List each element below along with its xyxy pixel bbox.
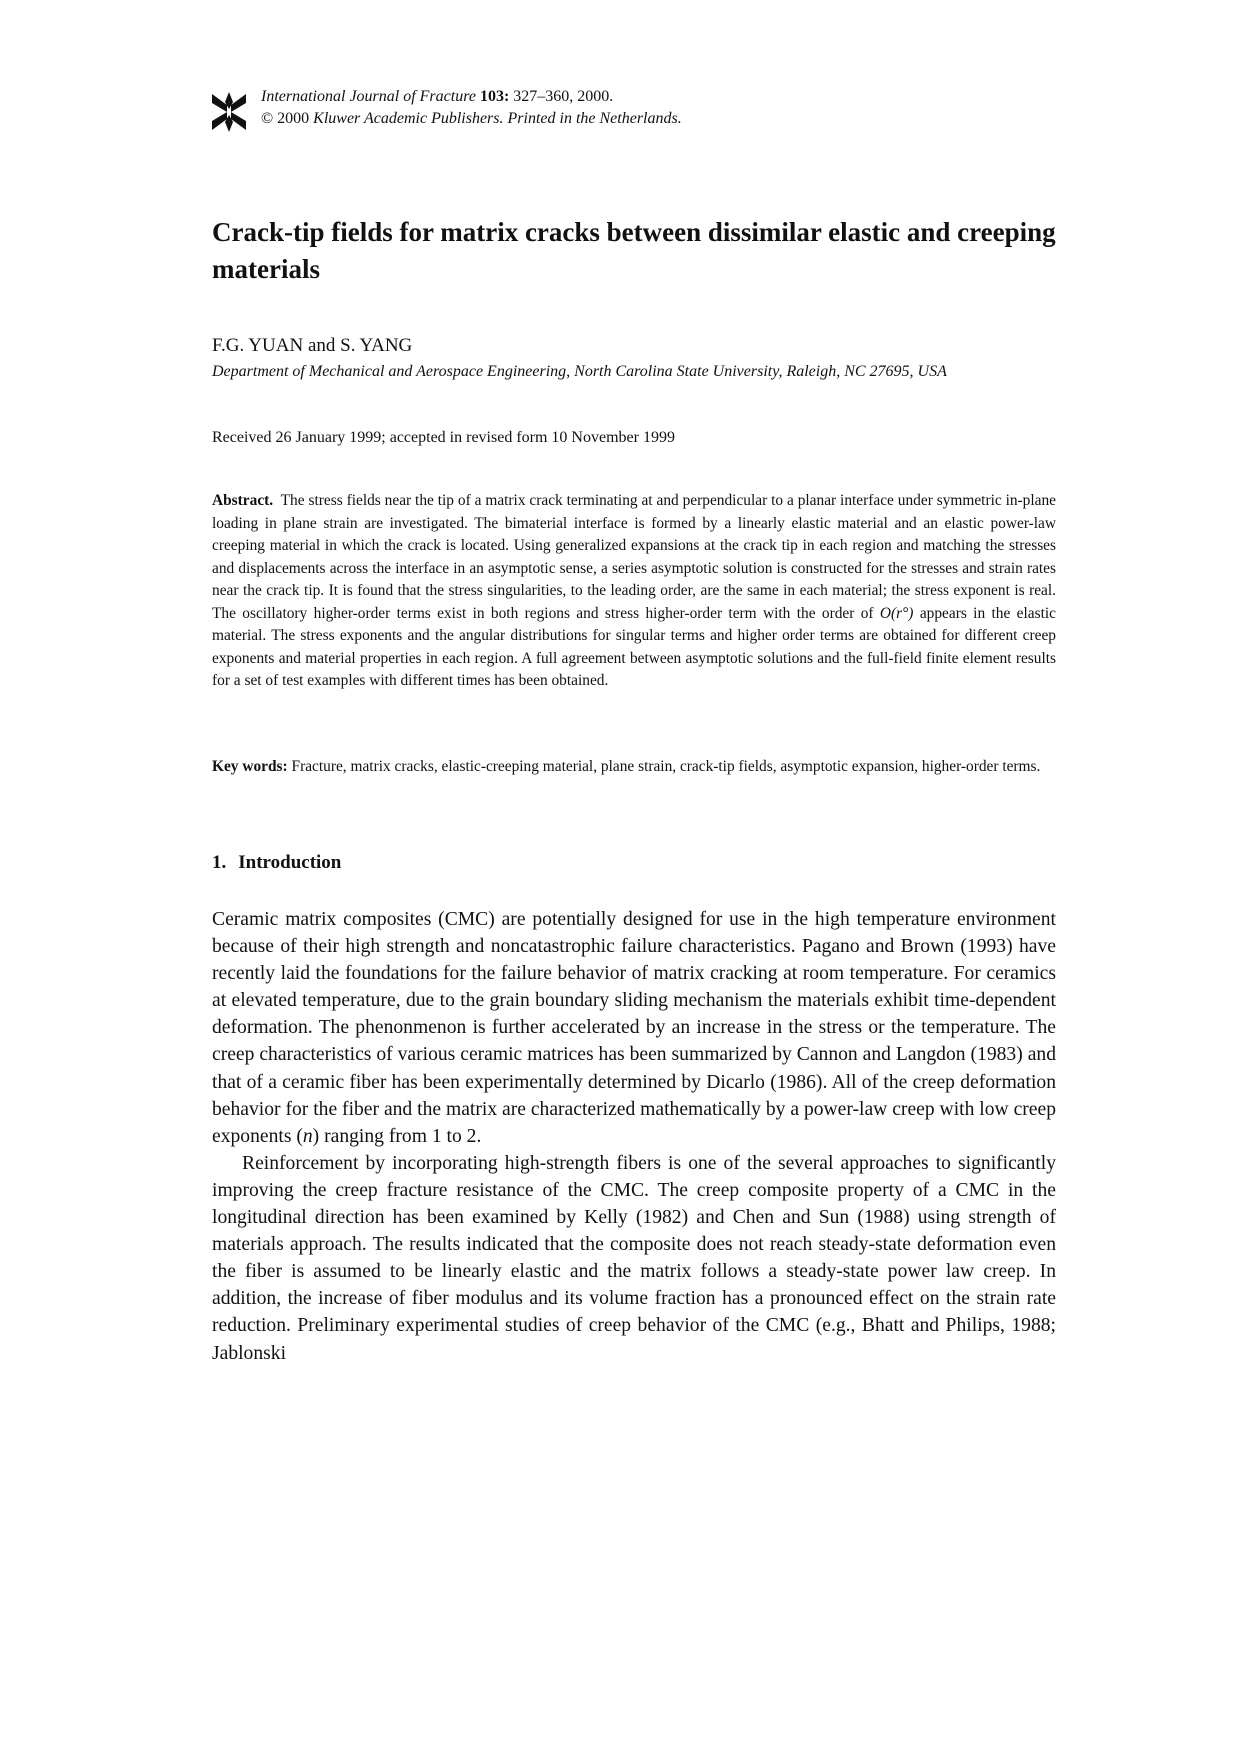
copyright: © 2000 <box>261 110 310 127</box>
body-paragraph-1 <box>212 906 1056 1150</box>
keywords-label: Key words: <box>212 758 288 775</box>
p1-text-2: ) ranging from 1 to 2. <box>312 1125 482 1147</box>
abstract <box>212 490 1056 693</box>
p1-text-1: Ceramic matrix composites (CMC) are potentially designed for use in the high temperature environment because of their high strength and noncatastrophic failure characteristics. Pagano and Brown (1993) have recently laid the foundations for the failure behavior of matrix cracking at room temperature. For ceramics at elevated temperature, due to the grain boundary sliding mechanism the materials exhibit time-dependent deformation. The phenonmenon is further accelerated by an increase in the stress or the temperature. The creep characteristics of various ceramic matrices has been summarized by Cannon and Langdon (1983) and that of a ceramic fiber has been experimentally determined by Dicarlo (1986). All of the creep deformation behavior for the fiber and the matrix are characterized mathematically by a power-law creep with low creep exponents ( <box>212 909 1056 1147</box>
abstract-text-2: appears in the elastic material. The stress exponents and the angular distributions for singular terms and higher order terms are obtained for different creep exponents and material properties in each region. A full agreement between asymptotic solutions and the full-field finite element results for a set of test examples with different times has been obtained. <box>212 604 1056 689</box>
received-dates: Received 26 January 1999; accepted in revised form 10 November 1999 <box>212 429 675 446</box>
section-title: Introduction <box>238 852 342 873</box>
printed-note: Printed in the Netherlands. <box>507 110 682 127</box>
journal-name: International Journal of Fracture <box>261 88 476 105</box>
keywords-text: Fracture, matrix cracks, elastic-creeping material, plane strain, crack-tip fields, asymptotic expansion, higher-order terms. <box>291 758 1041 775</box>
publisher-logo-icon <box>212 92 246 132</box>
journal-volume: 103: <box>479 88 510 105</box>
section-number: 1. <box>212 852 227 873</box>
authors: F.G. YUAN and S. YANG <box>212 335 413 356</box>
body-text <box>212 906 1056 1367</box>
p1-variable: n <box>302 1125 313 1147</box>
section-heading <box>212 851 1056 875</box>
abstract-math: O(r°) <box>879 604 914 622</box>
journal-header <box>212 86 1056 136</box>
copyright-line <box>261 108 682 130</box>
paper-title: Crack-tip fields for matrix cracks between dissimilar elastic and creeping materials <box>212 217 1056 284</box>
abstract-text-1: The stress fields near the tip of a matrix crack terminating at and perpendicular to a planar interface under symmetric in-plane loading in plane strain are investigated. The bimaterial interface is formed by a linearly elastic material and an elastic power-law creeping material in which the crack is located. Using generalized expansions at the crack tip in each region and matching the stresses and displacements across the interface in an asymptotic sense, a series asymptotic solution is constructed for the stresses and strain rates near the crack tip. It is found that the stress singularities, to the leading order, are the same in each material; the stress exponent is real. The oscillatory higher-order terms exist in both regions and stress higher-order term with the order of <box>212 492 1057 622</box>
header-text <box>261 86 682 130</box>
citation-line <box>261 86 682 108</box>
affiliation: Department of Mechanical and Aerospace Engineering, North Carolina State University, Raleigh, NC 27695, USA <box>212 363 947 380</box>
abstract-label: Abstract. <box>212 492 274 509</box>
journal-pages-year: 327–360, 2000. <box>513 88 614 105</box>
publisher-name: Kluwer Academic Publishers. <box>313 110 504 127</box>
body-paragraph-2: Reinforcement by incorporating high-strength fibers is one of the several approaches to significantly improving the creep fracture resistance of the CMC. The creep composite property of a CMC in the longitudinal direction has been examined by Kelly (1982) and Chen and Sun (1988) using strength of materials approach. The results indicated that the composite does not reach steady-state deformation even the fiber is assumed to be linearly elastic and the matrix follows a steady-state power law creep. In addition, the increase of fiber modulus and its volume fraction has a pronounced effect on the strain rate reduction. Preliminary experimental studies of creep behavior of the CMC (e.g., Bhatt and Philips, 1988; Jablonski <box>212 1152 1056 1364</box>
keywords <box>212 756 1056 779</box>
